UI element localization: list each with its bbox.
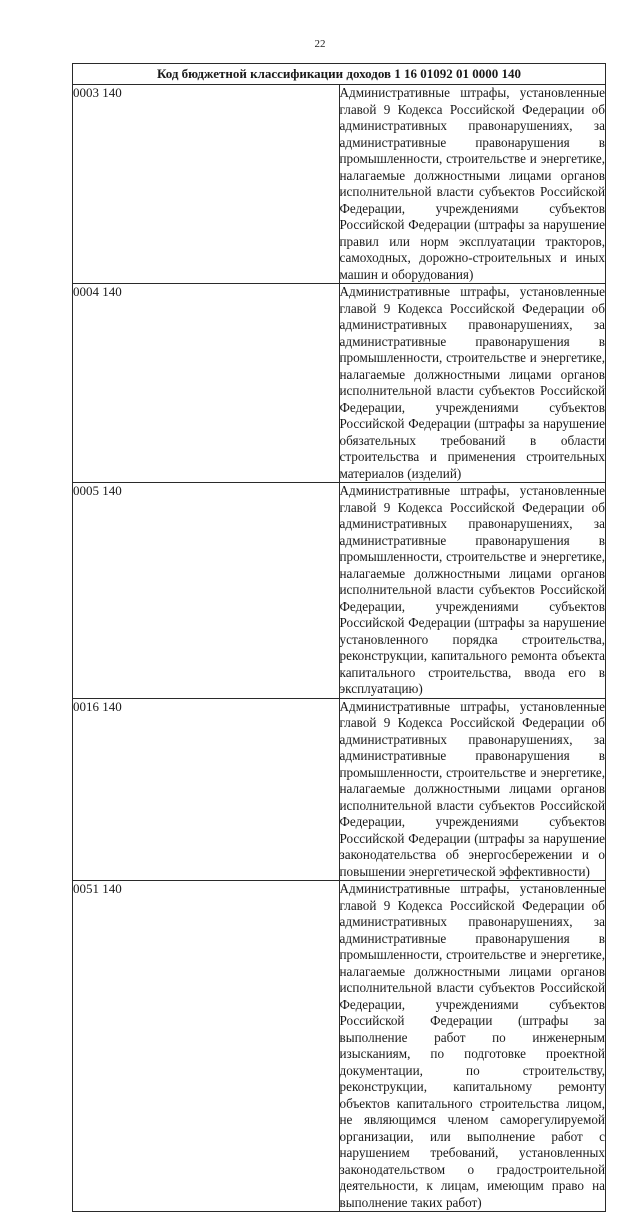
table-header: Код бюджетной классификации доходов 1 16 01092 01 0000 140	[73, 64, 606, 85]
row-code: 0051 140	[73, 881, 340, 1212]
budget-classification-table	[72, 63, 606, 1212]
row-code: 0003 140	[73, 85, 340, 284]
table-row	[73, 881, 606, 1212]
table-row	[73, 284, 606, 483]
row-description: Административные штрафы, установленные главой 9 Кодекса Российской Федерации об административных правонарушениях, за административные правонарушения в промышленности, строительстве и энергетике, налагаемые должностными лицами органов исполнительной власти субъектов Российской Федерации, учреждениями субъектов Российской Федерации (штрафы за выполнение работ по инженерным изысканиям, по подготовке проектной документации, по строительству, реконструкции, капитальному ремонту объектов капитального строительства лицом, не являющимся членом саморегулируемой организации, или выполнение работ с нарушением требований, установленных законодательством о градостроительной деятельности, к лицам, имеющим право на выполнение таких работ)	[339, 881, 605, 1210]
table-header-row	[73, 64, 606, 85]
row-description: Административные штрафы, установленные главой 9 Кодекса Российской Федерации об административных правонарушениях, за административные правонарушения в промышленности, строительстве и энергетике, налагаемые должностными лицами органов исполнительной власти субъектов Российской Федерации, учреждениями субъектов Российской Федерации (штрафы за нарушение правил или норм эксплуатации тракторов, самоходных, дорожно-строительных и иных машин и оборудования)	[339, 85, 605, 282]
row-description: Административные штрафы, установленные главой 9 Кодекса Российской Федерации об административных правонарушениях, за административные правонарушения в промышленности, строительстве и энергетике, налагаемые должностными лицами органов исполнительной власти субъектов Российской Федерации, учреждениями субъектов Российской Федерации (штрафы за нарушение законодательства об энергосбережении и о повышении энергетической эффективности)	[339, 698, 605, 879]
row-code: 0016 140	[73, 698, 340, 881]
table-row	[73, 698, 606, 881]
row-code: 0005 140	[73, 483, 340, 699]
row-code: 0004 140	[73, 284, 340, 483]
table-row	[73, 483, 606, 699]
page-number: 22	[314, 38, 326, 50]
table-row	[73, 85, 606, 284]
row-description: Административные штрафы, установленные главой 9 Кодекса Российской Федерации об административных правонарушениях, за административные правонарушения в промышленности, строительстве и энергетике, налагаемые должностными лицами органов исполнительной власти субъектов Российской Федерации, учреждениями субъектов Российской Федерации (штрафы за нарушение установленного порядка строительства, реконструкции, капитального ремонта объекта капитального строительства, ввода его в эксплуатацию)	[339, 483, 605, 696]
row-description: Административные штрафы, установленные главой 9 Кодекса Российской Федерации об административных правонарушениях, за административные правонарушения в промышленности, строительстве и энергетике, налагаемые должностными лицами органов исполнительной власти субъектов Российской Федерации, учреждениями субъектов Российской Федерации (штрафы за нарушение обязательных требований в области строительства и применения строительных материалов (изделий)	[339, 284, 605, 481]
